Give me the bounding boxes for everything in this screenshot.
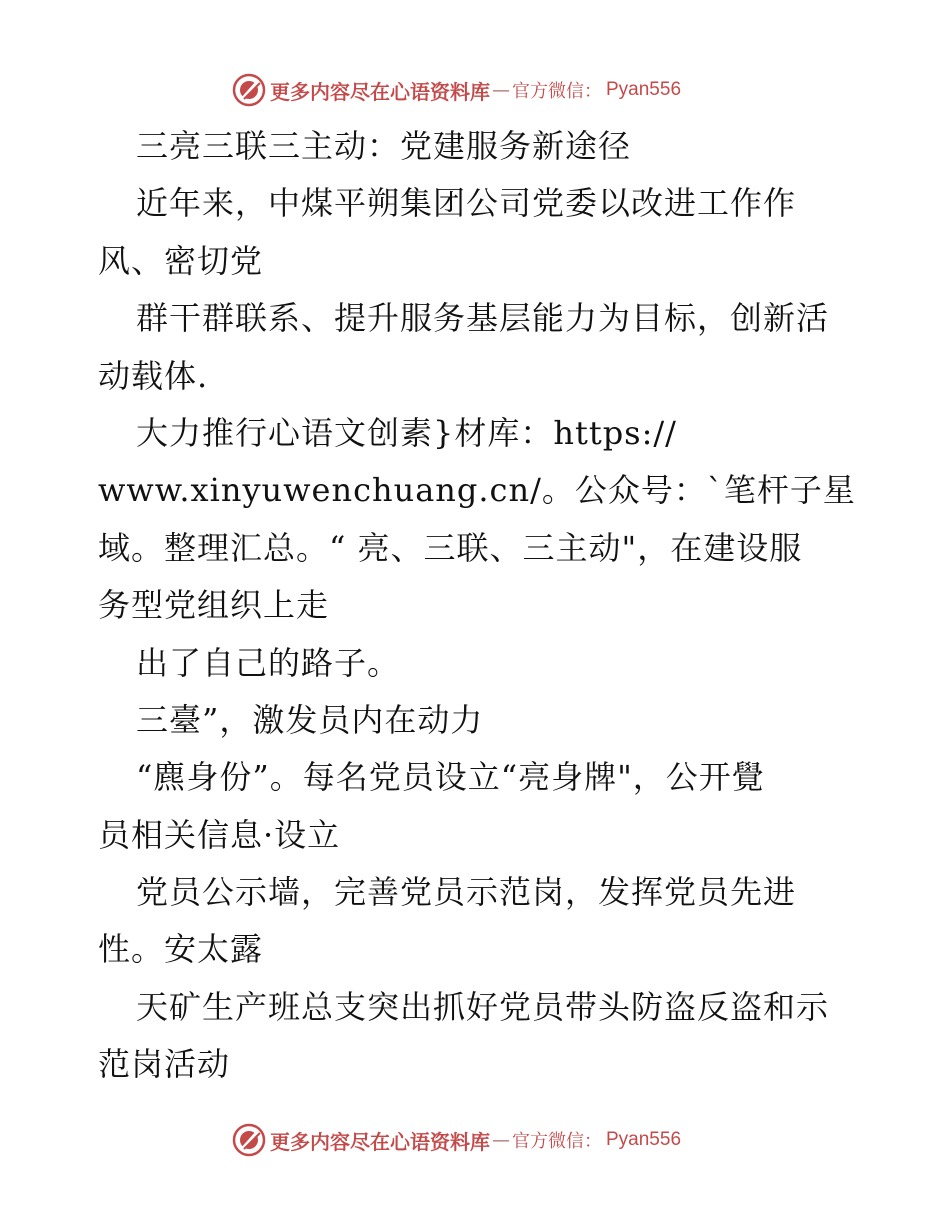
text-line: 党员公示墙，完善党员示范岗，发挥党员先进 xyxy=(136,873,797,912)
text-line: “麃身份”。每名党员设立“亮身牌"，公开覺 xyxy=(136,758,765,797)
text-line: 动载体. xyxy=(98,356,209,395)
stamp-logo-icon xyxy=(232,73,266,107)
watermark-banner-top xyxy=(232,70,712,110)
document-title: 三亮三联三主动：党建服务新途径 xyxy=(136,127,632,165)
text-line: 风、密切党 xyxy=(98,241,264,280)
watermark-text: 更多内容尽在心语资料库 xyxy=(270,1129,490,1154)
text-line: 近年来，中煤平朔集团公司党委以改进工作作 xyxy=(136,184,797,223)
document-body xyxy=(98,118,858,1094)
watermark-wechat-id: Pyan556 xyxy=(606,1129,682,1150)
watermark-wechat-id: Pyan556 xyxy=(606,79,682,100)
text-line: 天矿生产班总支突出抓好党员带头防盗反盗和示 xyxy=(136,987,830,1026)
text-line: 大力推行心语文创素}材库：https:// xyxy=(136,413,677,452)
text-line: 性。安太露 xyxy=(98,930,264,969)
watermark-text: 更多内容尽在心语资料库 xyxy=(270,79,490,104)
text-line: 三臺”，激发员内在动力 xyxy=(136,700,484,739)
text-line: 域。整理汇总。“ 亮、三联、三主动"，在建设服 xyxy=(98,528,803,567)
watermark-wechat-label: 官方微信： xyxy=(512,81,602,102)
text-line: 群干群联系、提升服务基层能力为目标，创新活 xyxy=(136,299,830,338)
text-line: 范岗活动 xyxy=(98,1045,231,1084)
text-line: 出了自己的路子。 xyxy=(136,643,401,682)
watermark-separator: — xyxy=(492,1129,510,1151)
watermark-wechat-label: 官方微信： xyxy=(512,1131,602,1152)
watermark-separator: — xyxy=(492,79,510,101)
text-line: 员相关信息·设立 xyxy=(98,815,341,854)
stamp-logo-icon xyxy=(232,1123,266,1157)
watermark-banner-bottom xyxy=(232,1120,712,1160)
text-line: www.xinyuwenchuang.cn/。公众号：`笔杆子星 xyxy=(98,471,856,510)
text-line: 务型党组织上走 xyxy=(98,586,330,625)
